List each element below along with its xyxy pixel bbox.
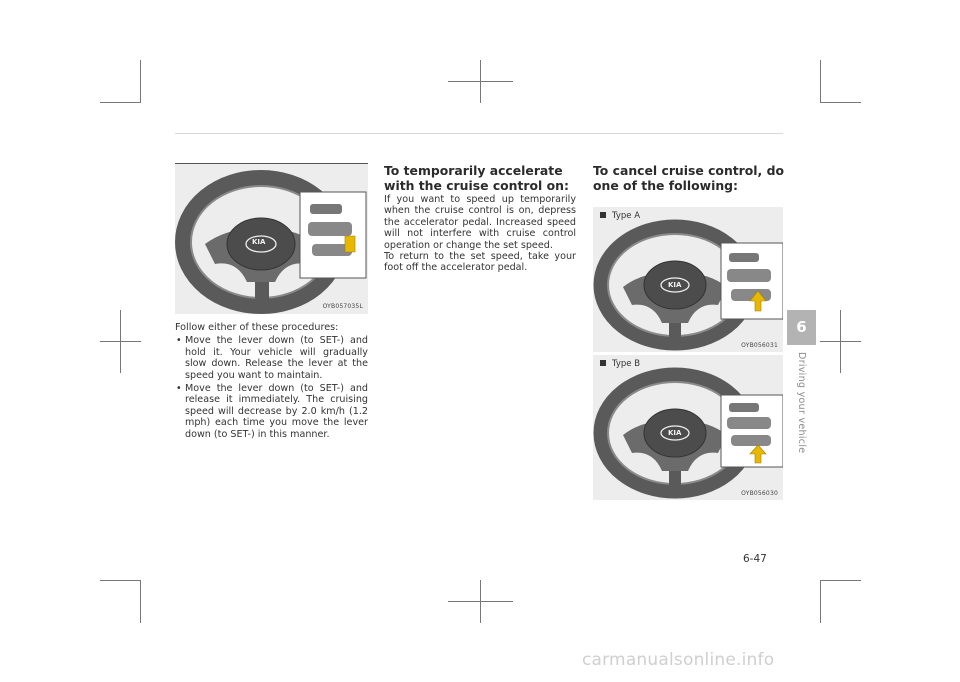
chapter-title: Driving your vehicle	[796, 352, 807, 454]
figure-code: OYB057035L	[322, 303, 363, 310]
type-a-figure	[593, 207, 783, 352]
type-b-label	[600, 359, 640, 369]
accelerate-para-2: To return to the set speed, take your foot off the accelerator pedal.	[384, 251, 576, 274]
crop-mark	[820, 341, 861, 342]
procedure-intro: Follow either of these procedures:	[175, 322, 339, 333]
figure-code: OYB056031	[741, 342, 778, 349]
page-number: 6-47	[743, 553, 767, 565]
list-item: • Move the lever down (to SET-) and hold it. Your vehicle will gradually slow down. Release the lever at the speed you want to maintain.	[175, 335, 368, 381]
chapter-tab: 6	[787, 310, 816, 345]
crop-mark	[100, 580, 141, 581]
steering-wheel-illustration	[175, 164, 368, 314]
type-a-wheel-illustration	[593, 207, 783, 352]
crop-mark	[100, 102, 141, 103]
procedure-list	[175, 335, 368, 440]
type-b-wheel-illustration	[593, 355, 783, 500]
type-a-label-text: Type A	[612, 211, 641, 221]
crop-mark	[100, 341, 141, 342]
crop-mark	[820, 102, 861, 103]
kia-logo: KIA	[252, 238, 266, 246]
square-bullet-icon	[600, 212, 606, 218]
section-heading-cancel: To cancel cruise control, do one of the following:	[593, 163, 784, 193]
crop-mark	[140, 580, 141, 623]
section-heading-accelerate: To temporarily accelerate with the cruise control on:	[384, 163, 569, 193]
list-item: • Move the lever down (to SET-) and release it immediately. The cruising speed will decrease by 2.0 km/h (1.2 mph) each time you move the lever down (to SET-) in this manner.	[175, 383, 368, 440]
crop-mark	[820, 580, 861, 581]
type-b-label-text: Type B	[612, 359, 641, 369]
accelerate-para-1: If you want to speed up temporarily when the cruise control is on, depress the accelerator pedal. Increased speed will not interfere with cruise control operation or change the set speed.	[384, 194, 576, 251]
crop-mark	[140, 60, 141, 103]
crop-mark	[820, 60, 821, 103]
crop-mark	[448, 81, 513, 82]
watermark: carmanualsonline.info	[582, 650, 775, 670]
kia-logo: KIA	[668, 429, 682, 437]
header-rule	[175, 133, 783, 134]
crop-mark	[448, 601, 513, 602]
type-b-figure	[593, 355, 783, 500]
accelerate-text	[384, 194, 576, 274]
procedure-text	[175, 322, 368, 442]
crop-mark	[820, 580, 821, 623]
type-a-label	[600, 211, 640, 221]
steering-wheel-figure	[175, 163, 368, 314]
square-bullet-icon	[600, 360, 606, 366]
kia-logo: KIA	[668, 281, 682, 289]
figure-code: OYB056030	[741, 490, 778, 497]
